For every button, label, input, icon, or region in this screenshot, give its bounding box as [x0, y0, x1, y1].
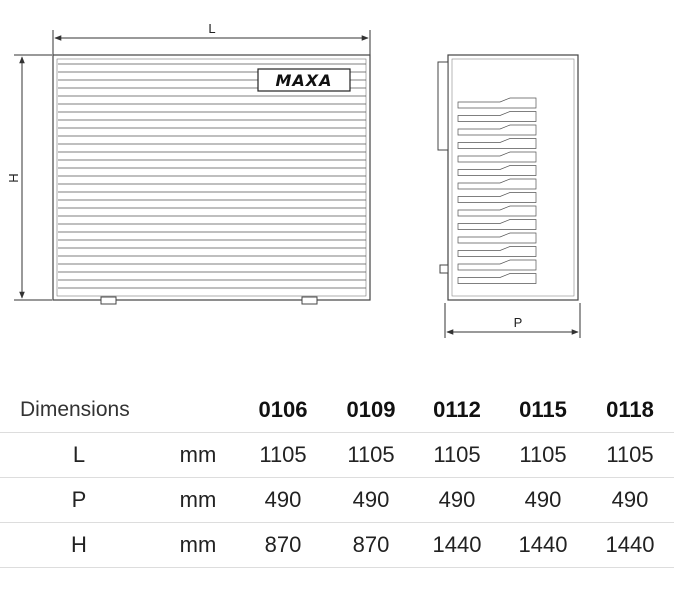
front-foot-right: [302, 297, 317, 304]
table-cell: 1105: [328, 433, 414, 478]
side-connection-box: [438, 62, 448, 150]
model-header: 0112: [414, 388, 500, 433]
table-cell: 1105: [414, 433, 500, 478]
model-header: 0118: [586, 388, 674, 433]
table-cell: 490: [238, 478, 328, 523]
row-label: L: [0, 433, 158, 478]
depth-dimension-label: P: [513, 315, 523, 330]
table-cell: 1440: [500, 523, 586, 568]
table-cell: 1440: [586, 523, 674, 568]
row-unit: mm: [158, 523, 238, 568]
table-cell: 870: [328, 523, 414, 568]
side-fitting: [440, 265, 448, 273]
dimensions-table: [0, 388, 674, 568]
header-label: Dimensions: [0, 388, 238, 433]
table-header-row: [0, 388, 674, 433]
side-depth-dimension: [445, 303, 580, 338]
front-foot-left: [101, 297, 116, 304]
row-unit: mm: [158, 478, 238, 523]
row-label: P: [0, 478, 158, 523]
row-unit: mm: [158, 433, 238, 478]
table-row: [0, 433, 674, 478]
table-row: [0, 523, 674, 568]
model-header: 0115: [500, 388, 586, 433]
table-cell: 490: [500, 478, 586, 523]
height-dimension-label: H: [6, 173, 21, 183]
table-cell: 490: [586, 478, 674, 523]
table-cell: 1105: [500, 433, 586, 478]
table-cell: 1105: [586, 433, 674, 478]
table-cell: 870: [238, 523, 328, 568]
front-view: [53, 55, 370, 304]
side-view: [438, 55, 578, 300]
length-dimension-label: L: [208, 21, 216, 36]
model-header: 0109: [328, 388, 414, 433]
row-label: H: [0, 523, 158, 568]
table-cell: 490: [414, 478, 500, 523]
table-cell: 1440: [414, 523, 500, 568]
brand-logo: MAXA: [275, 71, 333, 90]
table-cell: 490: [328, 478, 414, 523]
table-row: [0, 478, 674, 523]
table-cell: 1105: [238, 433, 328, 478]
model-header: 0106: [238, 388, 328, 433]
